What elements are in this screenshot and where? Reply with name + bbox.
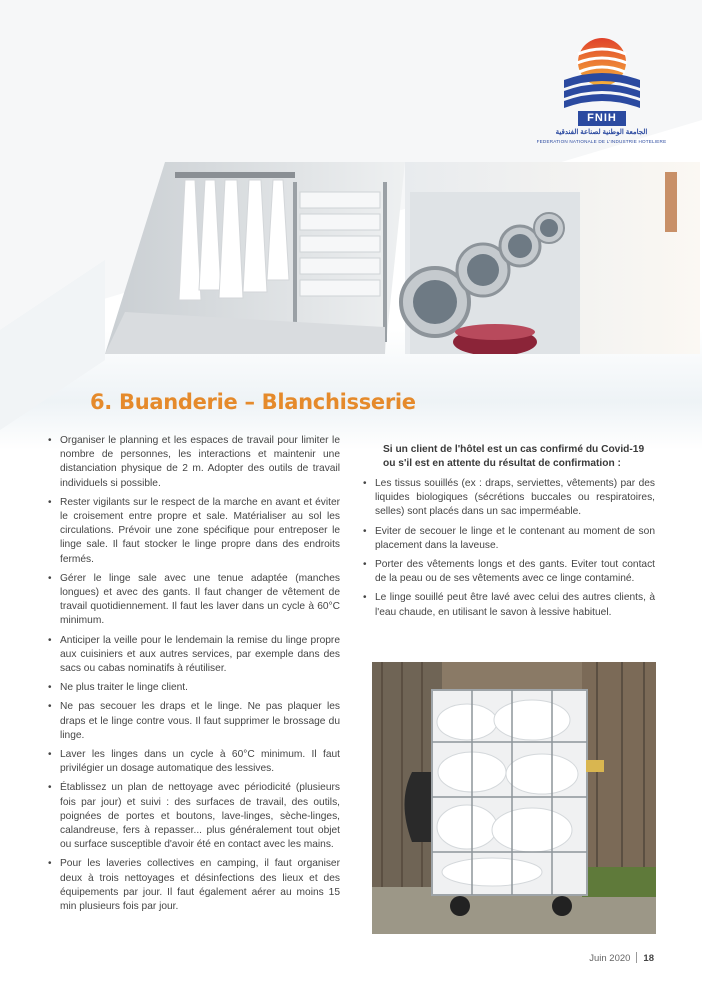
logo-acronym: FNIH [578, 111, 626, 126]
list-item: • Pour les laveries collectives en camping, il faut organiser deux à trois nettoyages et désinfections des lieux et des équipements par jour. Il faut également aérer au moins 15 min plusieurs fois par jour. [48, 857, 340, 914]
footer-divider [636, 952, 637, 963]
list-item: • Anticiper la veille pour le lendemain la remise du linge propre aux cuisiniers et aux autres services, par exemple dans des sacs ou cabas nominatifs à réutiliser. [48, 634, 340, 677]
logo-arabic-name: الجامعة الوطنية لصناعة الفندقية [555, 129, 648, 136]
laundry-room-photo [105, 162, 700, 354]
list-item: • Laver les linges dans un cycle à 60°C minimum. Il faut privilégier un dosage automatique des lessives. [48, 748, 340, 776]
list-item: • Porter des vêtements longs et des gants. Eviter tout contact de la peau ou de ses vêtements avec ce linge contaminé. [363, 558, 655, 586]
list-item: • Les tissus souillés (ex : draps, serviettes, vêtements) par des liquides biologiques (sécrétions buccales ou respiratoires, selles) sont placés dans un sac imperméable. [363, 477, 655, 520]
section-title: 6. Buanderie – Blanchisserie [90, 390, 416, 414]
laundry-cart-illustration [372, 662, 656, 934]
footer-date: Juin 2020 [589, 953, 631, 964]
list-item: • Ne pas secouer les draps et le linge. Ne pas plaquer les draps et le linge contre vous. Il faut supprimer le brossage du linge. [48, 700, 340, 743]
list-item: • Rester vigilants sur le respect de la marche en avant et éviter le croisement entre propre et sale. Matérialiser au sol les circulations. Prévoir une zone spécifique pour entreposer le linge sale. Il faut stocker le linge propre dans des endroits fermés. [48, 496, 340, 567]
laundry-cart-photo [372, 662, 656, 934]
laundry-room-illustration [105, 162, 700, 354]
list-item: • Ne plus traiter le linge client. [48, 681, 340, 695]
right-bullet-list [363, 477, 655, 625]
list-item: • Le linge souillé peut être lavé avec celui des autres clients, à l'eau chaude, en utilisant le savon à lessive habituel. [363, 591, 655, 619]
fnih-sun-waves-icon [560, 36, 644, 112]
fnih-logo [534, 36, 669, 151]
list-item: • Gérer le linge sale avec une tenue adaptée (manches longues) et avec des gants. Il faut changer de vêtement de travail quotidiennement. Il faut les laver dans un cycle à 60°C minimum. [48, 572, 340, 629]
covid-case-intro: Si un client de l'hôtel est un cas confirmé du Covid-19 ou s'il est en attente du résultat de confirmation : [383, 444, 645, 470]
list-item: • Eviter de secouer le linge et le contenant au moment de son placement dans la laveuse. [363, 525, 655, 553]
list-item: • Établissez un plan de nettoyage avec périodicité (plusieurs fois par jour) et suivi : des surfaces de travail, des outils, poignées de portes et boutons, lave-linges, sèche-linges, calandreuse, fers à repasser... plus généralement tout objet ou surface susceptible d'avoir été en contact avec les mains. [48, 781, 340, 852]
page-number: 18 [643, 953, 654, 964]
left-bullet-list [48, 434, 340, 919]
logo-full-name: FEDERATION NATIONALE DE L'INDUSTRIE HOTELIERE [536, 139, 667, 144]
list-item: • Organiser le planning et les espaces de travail pour limiter le nombre de personnes, les interactions et maintenir une distanciation physique de 2 m. Adopter des outils de travail individuels si possible. [48, 434, 340, 491]
page-footer [589, 952, 654, 964]
